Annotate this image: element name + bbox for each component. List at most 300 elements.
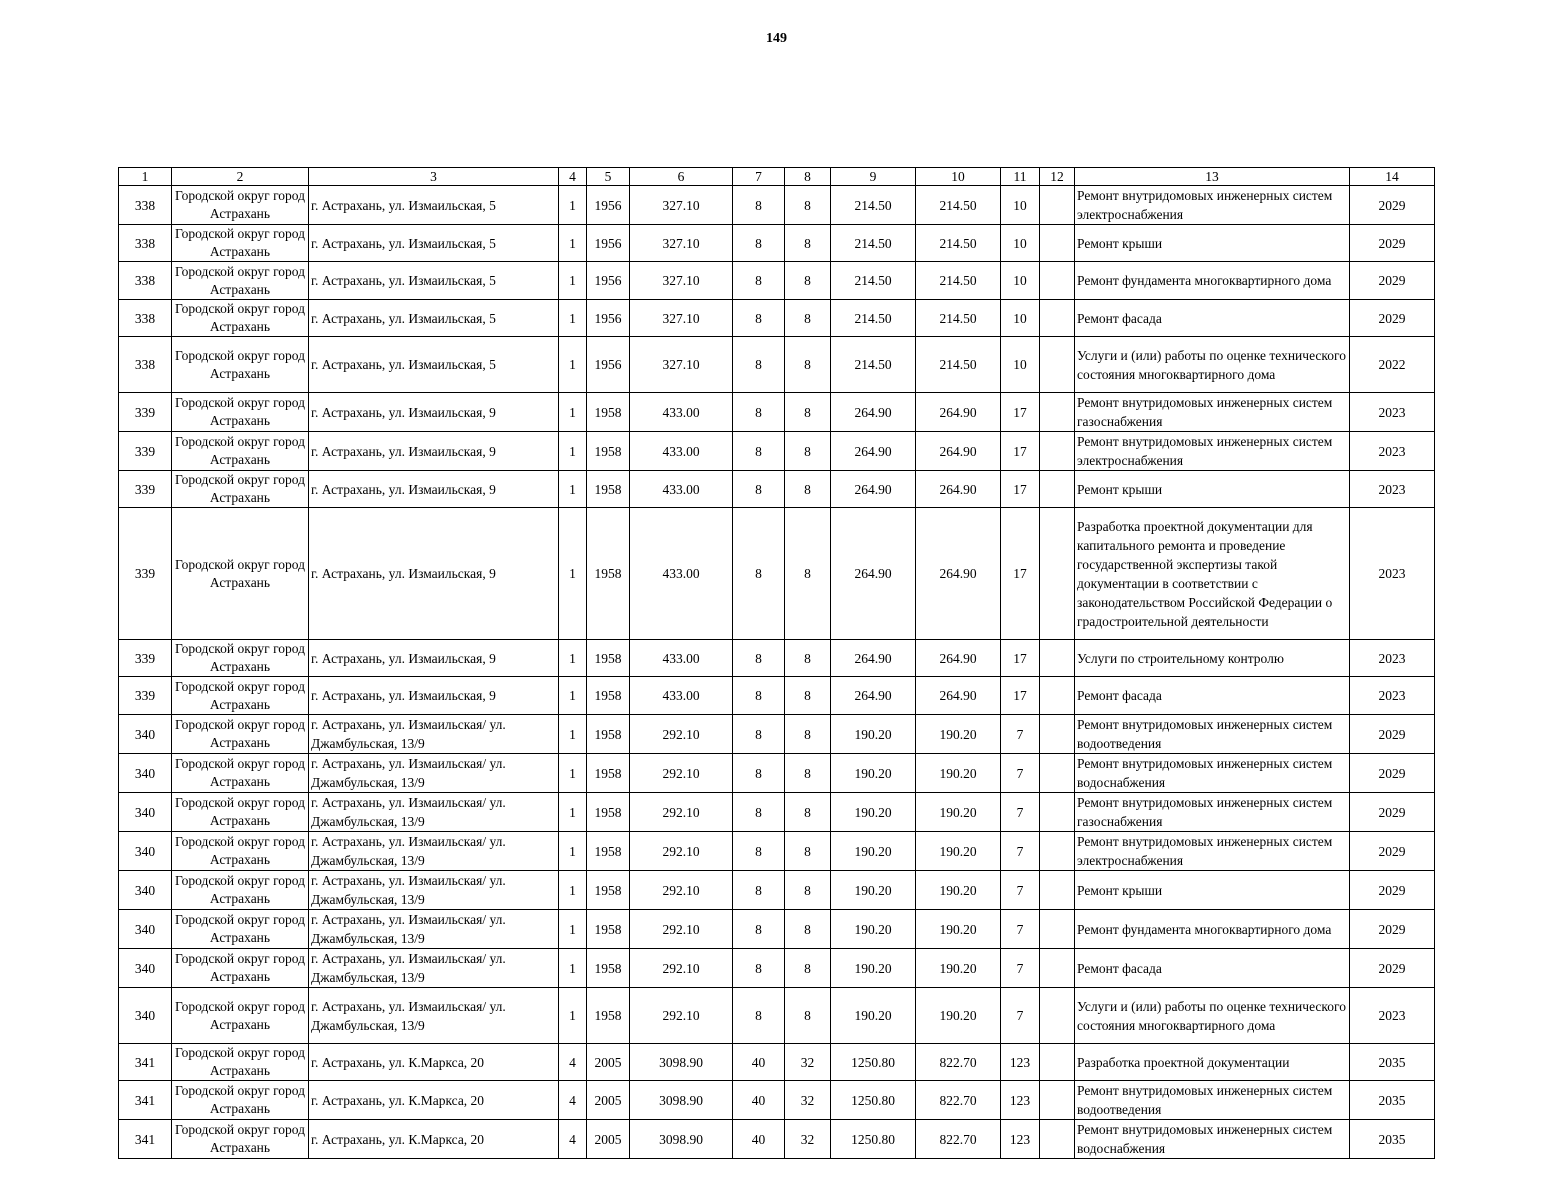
cell-col-10: 264.90 — [916, 508, 1001, 640]
cell-col-13: Ремонт внутридомовых инженерных систем водоснабжения — [1075, 1120, 1350, 1159]
cell-col-8: 8 — [785, 871, 831, 910]
cell-col-3: г. Астрахань, ул. Измаильская/ ул. Джамбульская, 13/9 — [309, 793, 559, 832]
table-row — [119, 262, 1435, 300]
cell-col-7: 40 — [733, 1120, 785, 1159]
column-header-9: 9 — [831, 168, 916, 186]
cell-col-5: 2005 — [587, 1120, 630, 1159]
cell-col-12 — [1040, 910, 1075, 949]
cell-col-4: 1 — [559, 715, 587, 754]
cell-col-4: 4 — [559, 1044, 587, 1081]
cell-col-12 — [1040, 471, 1075, 508]
cell-col-3: г. Астрахань, ул. Измаильская, 5 — [309, 300, 559, 337]
cell-col-13: Ремонт внутридомовых инженерных систем газоснабжения — [1075, 393, 1350, 432]
cell-col-6: 433.00 — [630, 393, 733, 432]
cell-col-3: г. Астрахань, ул. К.Маркса, 20 — [309, 1044, 559, 1081]
cell-col-2: Городской округ город Астрахань — [172, 432, 309, 471]
table-row — [119, 715, 1435, 754]
cell-col-1: 338 — [119, 225, 172, 262]
cell-col-9: 214.50 — [831, 186, 916, 225]
cell-col-3: г. Астрахань, ул. К.Маркса, 20 — [309, 1081, 559, 1120]
cell-col-13: Ремонт крыши — [1075, 871, 1350, 910]
cell-col-9: 264.90 — [831, 471, 916, 508]
cell-col-6: 327.10 — [630, 300, 733, 337]
cell-col-2: Городской округ город Астрахань — [172, 640, 309, 677]
cell-col-6: 292.10 — [630, 949, 733, 988]
cell-col-11: 17 — [1001, 640, 1040, 677]
cell-col-4: 1 — [559, 910, 587, 949]
cell-col-11: 10 — [1001, 225, 1040, 262]
cell-col-10: 822.70 — [916, 1081, 1001, 1120]
cell-col-12 — [1040, 1081, 1075, 1120]
cell-col-8: 8 — [785, 988, 831, 1044]
cell-col-12 — [1040, 1120, 1075, 1159]
cell-col-7: 8 — [733, 910, 785, 949]
cell-col-13: Услуги и (или) работы по оценке технического состояния многоквартирного дома — [1075, 337, 1350, 393]
cell-col-7: 8 — [733, 715, 785, 754]
cell-col-6: 3098.90 — [630, 1120, 733, 1159]
cell-col-5: 1958 — [587, 910, 630, 949]
cell-col-13: Ремонт крыши — [1075, 225, 1350, 262]
cell-col-2: Городской округ город Астрахань — [172, 1044, 309, 1081]
cell-col-4: 4 — [559, 1120, 587, 1159]
cell-col-1: 340 — [119, 754, 172, 793]
cell-col-10: 190.20 — [916, 910, 1001, 949]
cell-col-7: 8 — [733, 640, 785, 677]
table-row — [119, 225, 1435, 262]
cell-col-14: 2023 — [1350, 640, 1435, 677]
cell-col-14: 2023 — [1350, 393, 1435, 432]
cell-col-3: г. Астрахань, ул. Измаильская/ ул. Джамбульская, 13/9 — [309, 715, 559, 754]
cell-col-7: 8 — [733, 337, 785, 393]
cell-col-6: 292.10 — [630, 832, 733, 871]
cell-col-10: 190.20 — [916, 949, 1001, 988]
cell-col-8: 8 — [785, 262, 831, 300]
cell-col-11: 17 — [1001, 432, 1040, 471]
cell-col-9: 190.20 — [831, 715, 916, 754]
cell-col-3: г. Астрахань, ул. Измаильская/ ул. Джамбульская, 13/9 — [309, 871, 559, 910]
table-row — [119, 300, 1435, 337]
table-header — [119, 168, 1435, 186]
cell-col-14: 2023 — [1350, 677, 1435, 715]
cell-col-1: 341 — [119, 1081, 172, 1120]
cell-col-14: 2023 — [1350, 471, 1435, 508]
cell-col-12 — [1040, 988, 1075, 1044]
cell-col-14: 2029 — [1350, 225, 1435, 262]
cell-col-9: 1250.80 — [831, 1120, 916, 1159]
table-row — [119, 832, 1435, 871]
cell-col-3: г. Астрахань, ул. Измаильская, 5 — [309, 262, 559, 300]
cell-col-8: 8 — [785, 471, 831, 508]
cell-col-12 — [1040, 640, 1075, 677]
cell-col-7: 8 — [733, 300, 785, 337]
cell-col-13: Услуги и (или) работы по оценке технического состояния многоквартирного дома — [1075, 988, 1350, 1044]
cell-col-8: 8 — [785, 793, 831, 832]
cell-col-12 — [1040, 832, 1075, 871]
cell-col-8: 8 — [785, 432, 831, 471]
cell-col-13: Услуги по строительному контролю — [1075, 640, 1350, 677]
column-header-2: 2 — [172, 168, 309, 186]
cell-col-1: 339 — [119, 508, 172, 640]
cell-col-7: 8 — [733, 508, 785, 640]
table-row — [119, 1081, 1435, 1120]
cell-col-4: 1 — [559, 432, 587, 471]
cell-col-13: Ремонт внутридомовых инженерных систем водоснабжения — [1075, 754, 1350, 793]
table-row — [119, 910, 1435, 949]
cell-col-11: 10 — [1001, 300, 1040, 337]
cell-col-8: 8 — [785, 910, 831, 949]
cell-col-8: 8 — [785, 337, 831, 393]
cell-col-14: 2035 — [1350, 1044, 1435, 1081]
cell-col-8: 8 — [785, 186, 831, 225]
cell-col-10: 214.50 — [916, 300, 1001, 337]
cell-col-12 — [1040, 793, 1075, 832]
table-row — [119, 471, 1435, 508]
cell-col-7: 8 — [733, 988, 785, 1044]
cell-col-7: 8 — [733, 432, 785, 471]
cell-col-5: 1958 — [587, 988, 630, 1044]
cell-col-13: Разработка проектной документации — [1075, 1044, 1350, 1081]
cell-col-10: 264.90 — [916, 640, 1001, 677]
cell-col-12 — [1040, 393, 1075, 432]
cell-col-12 — [1040, 262, 1075, 300]
cell-col-6: 327.10 — [630, 337, 733, 393]
cell-col-2: Городской округ город Астрахань — [172, 715, 309, 754]
cell-col-13: Ремонт внутридомовых инженерных систем водоотведения — [1075, 1081, 1350, 1120]
cell-col-2: Городской округ город Астрахань — [172, 508, 309, 640]
cell-col-6: 292.10 — [630, 910, 733, 949]
cell-col-14: 2035 — [1350, 1081, 1435, 1120]
cell-col-5: 1956 — [587, 186, 630, 225]
cell-col-7: 40 — [733, 1081, 785, 1120]
cell-col-11: 123 — [1001, 1044, 1040, 1081]
cell-col-10: 214.50 — [916, 262, 1001, 300]
cell-col-7: 8 — [733, 225, 785, 262]
cell-col-2: Городской округ город Астрахань — [172, 1081, 309, 1120]
cell-col-9: 190.20 — [831, 832, 916, 871]
cell-col-10: 214.50 — [916, 225, 1001, 262]
cell-col-5: 1956 — [587, 300, 630, 337]
cell-col-6: 327.10 — [630, 225, 733, 262]
cell-col-11: 123 — [1001, 1081, 1040, 1120]
cell-col-11: 7 — [1001, 832, 1040, 871]
cell-col-12 — [1040, 337, 1075, 393]
cell-col-7: 8 — [733, 949, 785, 988]
cell-col-8: 8 — [785, 393, 831, 432]
cell-col-13: Ремонт внутридомовых инженерных систем электроснабжения — [1075, 432, 1350, 471]
cell-col-8: 8 — [785, 832, 831, 871]
cell-col-12 — [1040, 225, 1075, 262]
cell-col-14: 2029 — [1350, 793, 1435, 832]
cell-col-14: 2029 — [1350, 186, 1435, 225]
cell-col-1: 339 — [119, 393, 172, 432]
cell-col-11: 7 — [1001, 910, 1040, 949]
cell-col-3: г. Астрахань, ул. Измаильская, 9 — [309, 640, 559, 677]
cell-col-14: 2023 — [1350, 432, 1435, 471]
cell-col-6: 292.10 — [630, 988, 733, 1044]
cell-col-9: 190.20 — [831, 949, 916, 988]
column-header-14: 14 — [1350, 168, 1435, 186]
cell-col-7: 8 — [733, 471, 785, 508]
cell-col-9: 264.90 — [831, 508, 916, 640]
cell-col-3: г. Астрахань, ул. Измаильская/ ул. Джамбульская, 13/9 — [309, 949, 559, 988]
cell-col-13: Ремонт внутридомовых инженерных систем водоотведения — [1075, 715, 1350, 754]
cell-col-11: 7 — [1001, 871, 1040, 910]
cell-col-13: Разработка проектной документации для капитального ремонта и проведение государственной экспертизы такой документации в соответствии с законодательством Российской Федерации о градостроительной деятельности — [1075, 508, 1350, 640]
cell-col-1: 340 — [119, 715, 172, 754]
cell-col-2: Городской округ город Астрахань — [172, 300, 309, 337]
cell-col-4: 1 — [559, 640, 587, 677]
cell-col-9: 190.20 — [831, 988, 916, 1044]
cell-col-14: 2023 — [1350, 508, 1435, 640]
cell-col-12 — [1040, 186, 1075, 225]
cell-col-10: 214.50 — [916, 337, 1001, 393]
cell-col-9: 264.90 — [831, 640, 916, 677]
cell-col-12 — [1040, 432, 1075, 471]
cell-col-4: 1 — [559, 225, 587, 262]
cell-col-6: 292.10 — [630, 793, 733, 832]
cell-col-8: 8 — [785, 949, 831, 988]
cell-col-13: Ремонт фасада — [1075, 949, 1350, 988]
cell-col-13: Ремонт внутридомовых инженерных систем электроснабжения — [1075, 832, 1350, 871]
cell-col-11: 7 — [1001, 793, 1040, 832]
table-row — [119, 871, 1435, 910]
cell-col-3: г. Астрахань, ул. Измаильская, 5 — [309, 186, 559, 225]
cell-col-10: 190.20 — [916, 832, 1001, 871]
cell-col-4: 1 — [559, 337, 587, 393]
cell-col-6: 433.00 — [630, 471, 733, 508]
cell-col-14: 2023 — [1350, 988, 1435, 1044]
cell-col-2: Городской округ город Астрахань — [172, 225, 309, 262]
cell-col-2: Городской округ город Астрахань — [172, 832, 309, 871]
cell-col-14: 2029 — [1350, 949, 1435, 988]
cell-col-8: 8 — [785, 715, 831, 754]
cell-col-14: 2029 — [1350, 262, 1435, 300]
cell-col-1: 340 — [119, 793, 172, 832]
cell-col-11: 10 — [1001, 262, 1040, 300]
column-header-4: 4 — [559, 168, 587, 186]
cell-col-10: 822.70 — [916, 1044, 1001, 1081]
cell-col-8: 32 — [785, 1044, 831, 1081]
cell-col-10: 190.20 — [916, 715, 1001, 754]
cell-col-13: Ремонт внутридомовых инженерных систем газоснабжения — [1075, 793, 1350, 832]
cell-col-8: 8 — [785, 300, 831, 337]
cell-col-12 — [1040, 754, 1075, 793]
cell-col-11: 7 — [1001, 988, 1040, 1044]
cell-col-7: 8 — [733, 832, 785, 871]
cell-col-13: Ремонт крыши — [1075, 471, 1350, 508]
cell-col-7: 40 — [733, 1044, 785, 1081]
cell-col-8: 8 — [785, 508, 831, 640]
capital-repair-table — [118, 167, 1435, 1159]
cell-col-11: 10 — [1001, 337, 1040, 393]
cell-col-13: Ремонт фасада — [1075, 300, 1350, 337]
cell-col-6: 327.10 — [630, 186, 733, 225]
cell-col-1: 340 — [119, 949, 172, 988]
cell-col-1: 340 — [119, 832, 172, 871]
column-header-11: 11 — [1001, 168, 1040, 186]
cell-col-1: 339 — [119, 640, 172, 677]
cell-col-11: 17 — [1001, 471, 1040, 508]
cell-col-3: г. Астрахань, ул. Измаильская, 9 — [309, 508, 559, 640]
cell-col-7: 8 — [733, 793, 785, 832]
table-row — [119, 432, 1435, 471]
cell-col-7: 8 — [733, 186, 785, 225]
cell-col-1: 341 — [119, 1120, 172, 1159]
cell-col-6: 327.10 — [630, 262, 733, 300]
cell-col-2: Городской округ город Астрахань — [172, 910, 309, 949]
table-row — [119, 186, 1435, 225]
cell-col-10: 822.70 — [916, 1120, 1001, 1159]
column-header-5: 5 — [587, 168, 630, 186]
cell-col-5: 1956 — [587, 225, 630, 262]
cell-col-8: 8 — [785, 640, 831, 677]
cell-col-10: 190.20 — [916, 871, 1001, 910]
cell-col-11: 17 — [1001, 393, 1040, 432]
cell-col-8: 8 — [785, 677, 831, 715]
cell-col-14: 2029 — [1350, 715, 1435, 754]
cell-col-3: г. Астрахань, ул. Измаильская, 5 — [309, 337, 559, 393]
cell-col-5: 1958 — [587, 754, 630, 793]
cell-col-5: 1958 — [587, 949, 630, 988]
cell-col-3: г. Астрахань, ул. К.Маркса, 20 — [309, 1120, 559, 1159]
cell-col-12 — [1040, 677, 1075, 715]
cell-col-13: Ремонт внутридомовых инженерных систем электроснабжения — [1075, 186, 1350, 225]
cell-col-5: 1958 — [587, 871, 630, 910]
cell-col-2: Городской округ город Астрахань — [172, 949, 309, 988]
cell-col-2: Городской округ город Астрахань — [172, 337, 309, 393]
cell-col-2: Городской округ город Астрахань — [172, 393, 309, 432]
cell-col-5: 1958 — [587, 640, 630, 677]
cell-col-4: 1 — [559, 949, 587, 988]
cell-col-6: 433.00 — [630, 432, 733, 471]
cell-col-10: 264.90 — [916, 432, 1001, 471]
cell-col-13: Ремонт фасада — [1075, 677, 1350, 715]
table-row — [119, 508, 1435, 640]
cell-col-9: 1250.80 — [831, 1081, 916, 1120]
cell-col-6: 433.00 — [630, 640, 733, 677]
cell-col-11: 123 — [1001, 1120, 1040, 1159]
cell-col-3: г. Астрахань, ул. Измаильская, 9 — [309, 393, 559, 432]
cell-col-11: 7 — [1001, 754, 1040, 793]
cell-col-8: 8 — [785, 225, 831, 262]
cell-col-2: Городской округ город Астрахань — [172, 186, 309, 225]
table-row — [119, 1044, 1435, 1081]
table-row — [119, 754, 1435, 793]
cell-col-1: 339 — [119, 432, 172, 471]
cell-col-6: 433.00 — [630, 677, 733, 715]
cell-col-3: г. Астрахань, ул. Измаильская, 9 — [309, 432, 559, 471]
cell-col-9: 190.20 — [831, 910, 916, 949]
cell-col-4: 1 — [559, 832, 587, 871]
cell-col-2: Городской округ город Астрахань — [172, 471, 309, 508]
cell-col-8: 32 — [785, 1120, 831, 1159]
cell-col-1: 339 — [119, 471, 172, 508]
cell-col-3: г. Астрахань, ул. Измаильская/ ул. Джамбульская, 13/9 — [309, 988, 559, 1044]
cell-col-9: 214.50 — [831, 337, 916, 393]
cell-col-4: 1 — [559, 186, 587, 225]
cell-col-5: 2005 — [587, 1044, 630, 1081]
cell-col-1: 340 — [119, 910, 172, 949]
cell-col-3: г. Астрахань, ул. Измаильская/ ул. Джамбульская, 13/9 — [309, 832, 559, 871]
column-header-8: 8 — [785, 168, 831, 186]
cell-col-13: Ремонт фундамента многоквартирного дома — [1075, 910, 1350, 949]
cell-col-1: 338 — [119, 262, 172, 300]
cell-col-12 — [1040, 1044, 1075, 1081]
cell-col-12 — [1040, 949, 1075, 988]
cell-col-4: 1 — [559, 871, 587, 910]
cell-col-11: 17 — [1001, 677, 1040, 715]
cell-col-10: 264.90 — [916, 677, 1001, 715]
cell-col-1: 340 — [119, 871, 172, 910]
cell-col-1: 339 — [119, 677, 172, 715]
cell-col-11: 10 — [1001, 186, 1040, 225]
cell-col-6: 3098.90 — [630, 1044, 733, 1081]
table-row — [119, 337, 1435, 393]
cell-col-4: 1 — [559, 262, 587, 300]
table-row — [119, 988, 1435, 1044]
cell-col-3: г. Астрахань, ул. Измаильская, 9 — [309, 677, 559, 715]
table-row — [119, 793, 1435, 832]
cell-col-9: 190.20 — [831, 871, 916, 910]
cell-col-9: 264.90 — [831, 677, 916, 715]
cell-col-5: 1958 — [587, 508, 630, 640]
cell-col-4: 1 — [559, 988, 587, 1044]
cell-col-9: 190.20 — [831, 754, 916, 793]
cell-col-9: 264.90 — [831, 393, 916, 432]
cell-col-4: 1 — [559, 677, 587, 715]
cell-col-5: 1956 — [587, 262, 630, 300]
cell-col-7: 8 — [733, 871, 785, 910]
cell-col-5: 1958 — [587, 793, 630, 832]
cell-col-7: 8 — [733, 393, 785, 432]
cell-col-6: 433.00 — [630, 508, 733, 640]
cell-col-5: 1958 — [587, 393, 630, 432]
cell-col-2: Городской округ город Астрахань — [172, 754, 309, 793]
cell-col-1: 338 — [119, 300, 172, 337]
cell-col-2: Городской округ город Астрахань — [172, 871, 309, 910]
cell-col-3: г. Астрахань, ул. Измаильская/ ул. Джамбульская, 13/9 — [309, 754, 559, 793]
cell-col-3: г. Астрахань, ул. Измаильская, 5 — [309, 225, 559, 262]
cell-col-14: 2029 — [1350, 910, 1435, 949]
cell-col-3: г. Астрахань, ул. Измаильская, 9 — [309, 471, 559, 508]
cell-col-6: 292.10 — [630, 871, 733, 910]
column-header-1: 1 — [119, 168, 172, 186]
column-header-10: 10 — [916, 168, 1001, 186]
cell-col-9: 1250.80 — [831, 1044, 916, 1081]
cell-col-5: 2005 — [587, 1081, 630, 1120]
table-row — [119, 1120, 1435, 1159]
cell-col-14: 2035 — [1350, 1120, 1435, 1159]
cell-col-12 — [1040, 508, 1075, 640]
cell-col-11: 7 — [1001, 949, 1040, 988]
cell-col-4: 1 — [559, 754, 587, 793]
cell-col-5: 1958 — [587, 677, 630, 715]
cell-col-14: 2029 — [1350, 871, 1435, 910]
cell-col-10: 190.20 — [916, 793, 1001, 832]
cell-col-14: 2029 — [1350, 754, 1435, 793]
cell-col-9: 214.50 — [831, 300, 916, 337]
cell-col-11: 17 — [1001, 508, 1040, 640]
cell-col-4: 1 — [559, 393, 587, 432]
cell-col-3: г. Астрахань, ул. Измаильская/ ул. Джамбульская, 13/9 — [309, 910, 559, 949]
cell-col-14: 2029 — [1350, 300, 1435, 337]
table-row — [119, 640, 1435, 677]
cell-col-9: 190.20 — [831, 793, 916, 832]
table-row — [119, 393, 1435, 432]
cell-col-1: 338 — [119, 337, 172, 393]
cell-col-4: 1 — [559, 300, 587, 337]
cell-col-9: 214.50 — [831, 262, 916, 300]
